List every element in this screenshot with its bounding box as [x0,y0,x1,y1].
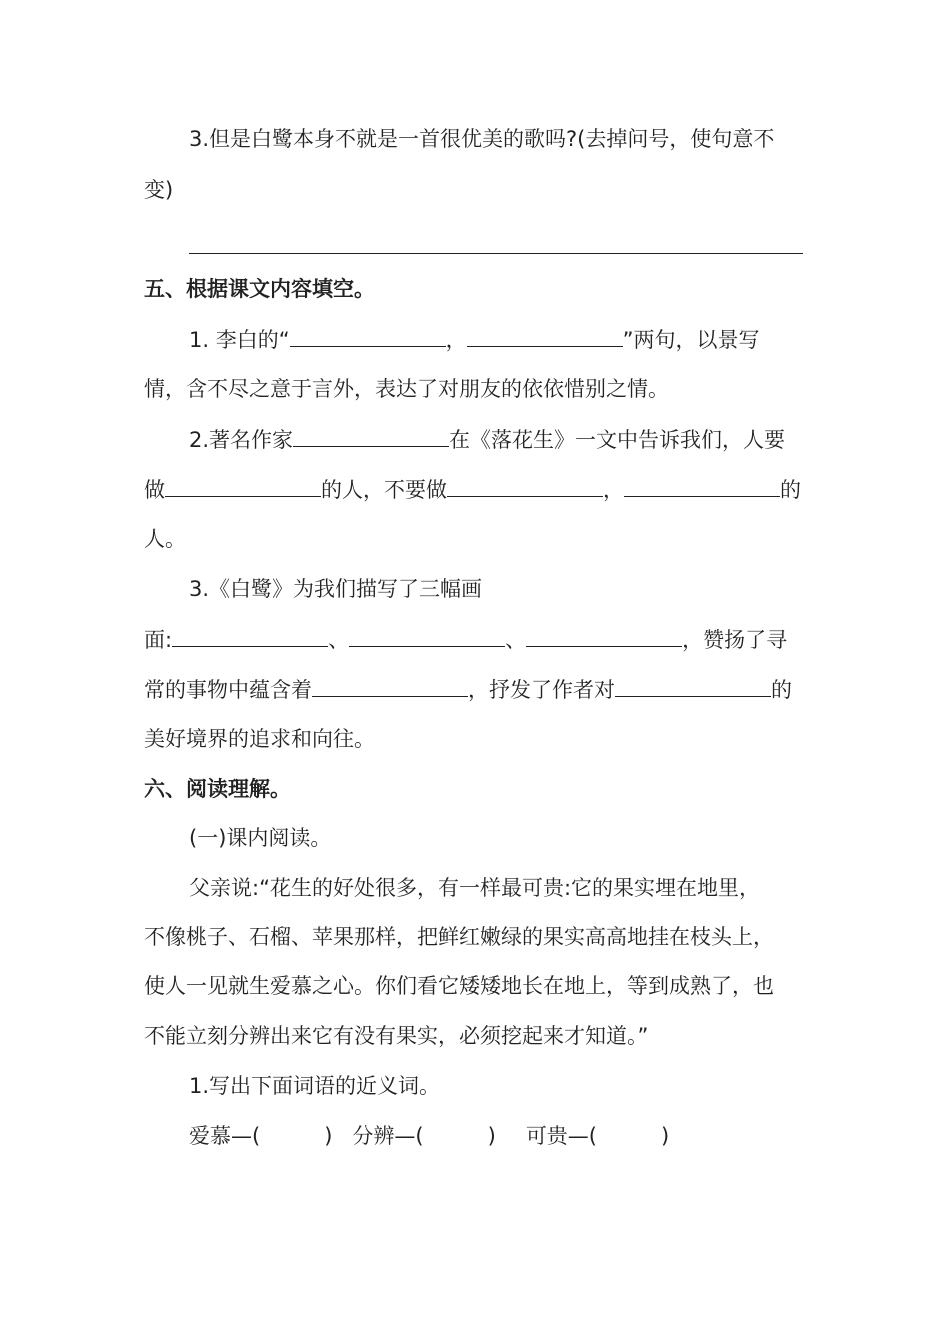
blank-field[interactable] [447,474,603,497]
sec5-q2-line2 [144,474,801,505]
paren-close: ) [661,1124,670,1148]
sec5-q3-text-d: 常的事物中蕴含着 [144,678,312,702]
blank-field[interactable] [312,674,468,697]
sec5-q1-text-b: ”两句，以景写 [622,328,760,352]
sec5-q2-text-e: 的 [780,478,801,502]
sec5-q1-line2: 情，含不尽之意于言外，表达了对朋友的依依惜别之情。 [144,377,669,401]
synonym-word-3: 可贵—( [525,1124,598,1148]
paren-close: ) [324,1124,333,1148]
q4-3-line1: 3.但是白鹭本身不就是一首很优美的歌吗?(去掉问号，使句意不 [189,127,775,151]
sec5-q2-text-c: 做 [144,478,165,502]
sec5-q3-line2 [144,624,787,655]
sec6-q1: 1.写出下面词语的近义词。 [189,1074,441,1098]
passage-line-3: 使人一见就生爱慕之心。你们看它矮矮地长在地上，等到成熟了，也 [144,974,774,998]
sec5-q2-text-a: 2.著名作家 [189,428,294,452]
sec5-q3-text-b: 面: [144,628,173,652]
passage-line-4: 不能立刻分辨出来它有没有果实，必须挖起来才知道。” [144,1024,649,1048]
sec5-q3-sep1: 、 [328,628,350,652]
sec5-q2-comma: ， [603,478,624,502]
section-6-title: 六、阅读理解。 [144,777,291,801]
synonym-word-2: 分辨—( [352,1124,424,1148]
blank-field[interactable] [526,624,682,647]
sec5-q1-comma: ， [445,328,467,352]
blank-field[interactable] [349,624,505,647]
sec5-q1-text-a: 1. 李白的“ [189,328,290,352]
blank-field[interactable] [467,324,623,347]
blank-field[interactable] [293,424,449,447]
q4-3-line2: 变) [144,178,174,202]
sec5-q3-line4: 美好境界的追求和向往。 [144,727,375,751]
sec5-q3-line3 [144,674,792,705]
blank-field[interactable] [172,624,328,647]
blank-field[interactable] [624,474,780,497]
blank-field[interactable] [615,674,771,697]
sec5-q3-text-f: 的 [771,678,792,702]
sec6-subtitle: (一)课内阅读。 [189,826,332,850]
answer-line[interactable] [189,253,803,254]
section-5-title: 五、根据课文内容填空。 [144,277,375,301]
blank-field[interactable] [165,474,321,497]
sec5-q2-text-b: 在《落花生》一文中告诉我们，人要 [449,428,786,452]
sec5-q3-text-e: ，抒发了作者对 [468,678,615,702]
blank-field[interactable] [290,324,446,347]
sec5-q1-line1 [189,324,759,355]
sec5-q3-text-c: ，赞扬了寻 [682,628,788,652]
sec5-q2-text-d: 的人，不要做 [321,478,447,502]
paren-close: ) [487,1124,496,1148]
sec5-q3-line1: 3.《白鹭》为我们描写了三幅画 [189,577,483,601]
passage-line-1: 父亲说:“花生的好处很多，有一样最可贵:它的果实埋在地里， [189,876,761,900]
sec5-q2-line1 [189,424,785,455]
synonym-word-1: 爱慕—( [189,1124,261,1148]
sec5-q3-sep2: 、 [505,628,527,652]
passage-line-2: 不像桃子、石榴、苹果那样，把鲜红嫩绿的果实高高地挂在枝头上， [144,925,774,949]
sec5-q2-line3: 人。 [144,527,186,551]
synonym-row [189,1121,669,1151]
